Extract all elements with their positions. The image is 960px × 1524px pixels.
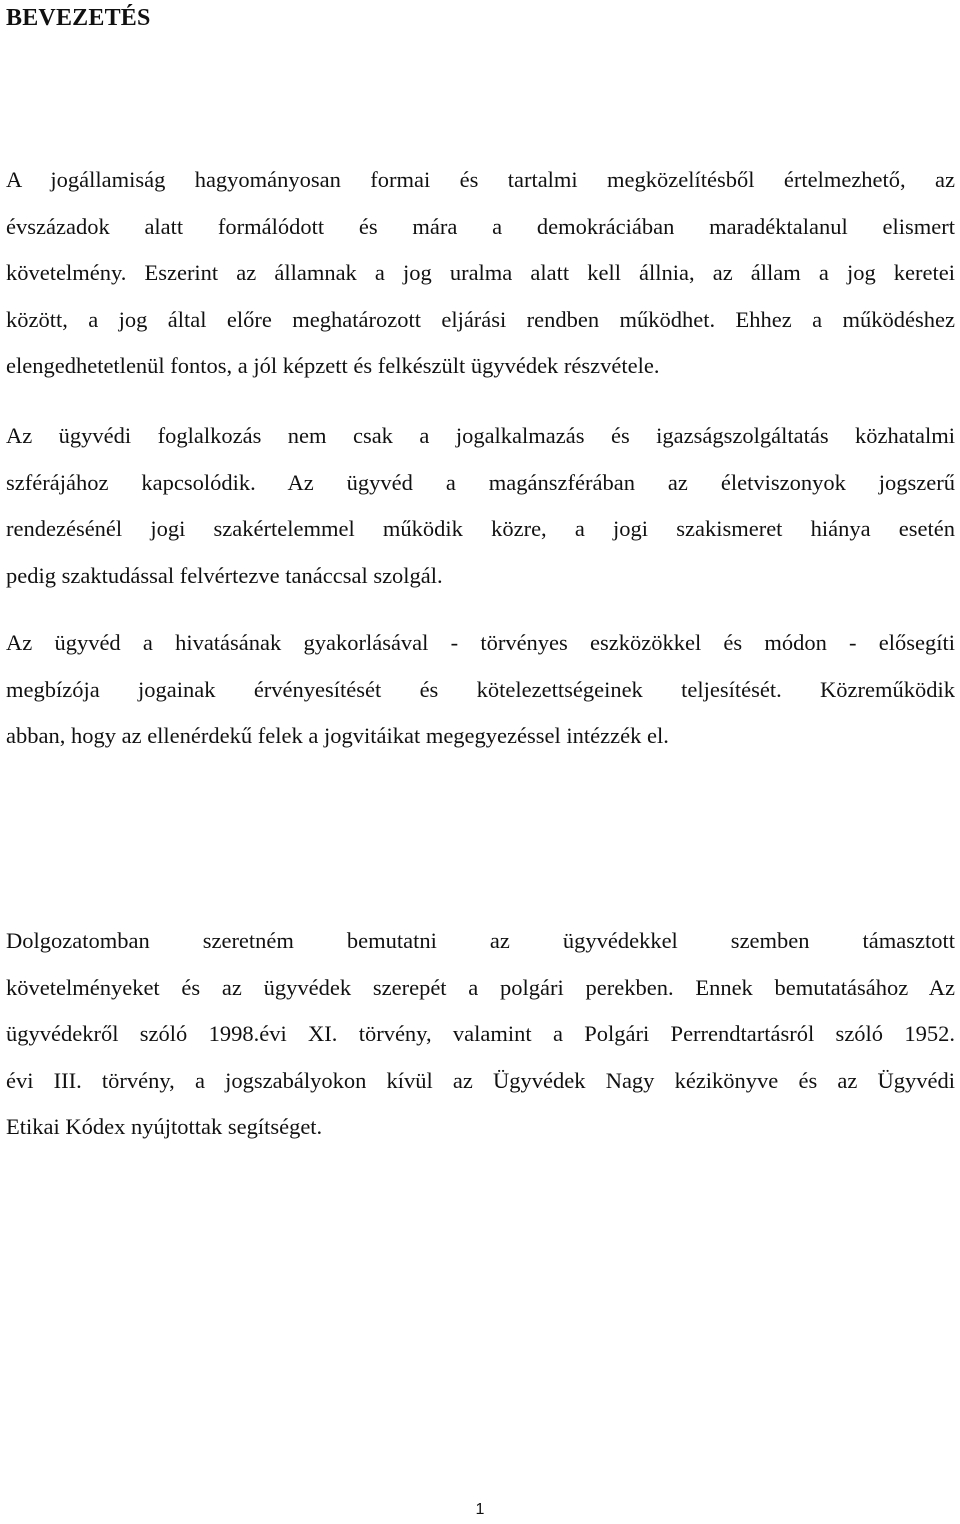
paragraph-intro (6, 157, 955, 390)
text-line: A jogállamiság hagyományosan formai és tartalmi megközelítésből értelmezhető, az (6, 167, 955, 192)
text-line: évszázadok alatt formálódott és mára a demokráciában maradéktalanul elismert (6, 213, 955, 239)
paragraph-lawyer-profession (6, 413, 955, 599)
text-line: követelmény. Eszerint az államnak a jog uralma alatt kell állnia, az állam a jog keretei (6, 260, 955, 285)
text-line: Etikai Kódex nyújtottak segítséget. (6, 1114, 323, 1139)
paragraph-lawyer-role (6, 620, 955, 760)
text-line: Dolgozatomban szeretném bemutatni az ügyvédekkel szemben támasztott (6, 928, 955, 953)
text-line: követelményeket és az ügyvédek szerepét a polgári perekben. Ennek bemutatásához Az (6, 974, 955, 1000)
text-line: elengedhetetlenül fontos, a jól képzett és felkészült ügyvédek részvétele. (6, 353, 660, 378)
text-line: pedig szaktudással felvértezve tanáccsal szolgál. (6, 562, 443, 588)
text-line: Az ügyvédi foglalkozás nem csak a jogalkalmazás és igazságszolgáltatás közhatalmi (6, 423, 955, 448)
text-line: ügyvédekről szóló 1998.évi XI. törvény, valamint a Polgári Perrendtartásról szóló 1952. (6, 1021, 955, 1046)
text-line: abban, hogy az ellenérdekű felek a jogvitáikat megegyezéssel intézzék el. (6, 723, 669, 748)
text-line: megbízója jogainak érvényesítését és kötelezettségeinek teljesítését. Közreműködik (6, 676, 955, 702)
text-line: Az ügyvéd a hivatásának gyakorlásával - törvényes eszközökkel és módon - elősegíti (6, 630, 955, 655)
text-line: szférájához kapcsolódik. Az ügyvéd a magánszférában az életviszonyok jogszerű (6, 469, 955, 495)
text-line: évi III. törvény, a jogszabályokon kívül az Ügyvédek Nagy kézikönyve és az Ügyvédi (6, 1067, 955, 1093)
text-line: között, a jog által előre meghatározott eljárási rendben működhet. Ehhez a működéshez (6, 306, 955, 332)
page-heading: BEVEZETÉS (6, 5, 151, 31)
paragraph-thesis-aim (6, 918, 955, 1151)
text-line: rendezésénél jogi szakértelemmel működik közre, a jogi szakismeret hiánya esetén (6, 516, 955, 541)
page-number: 1 (475, 1501, 485, 1518)
